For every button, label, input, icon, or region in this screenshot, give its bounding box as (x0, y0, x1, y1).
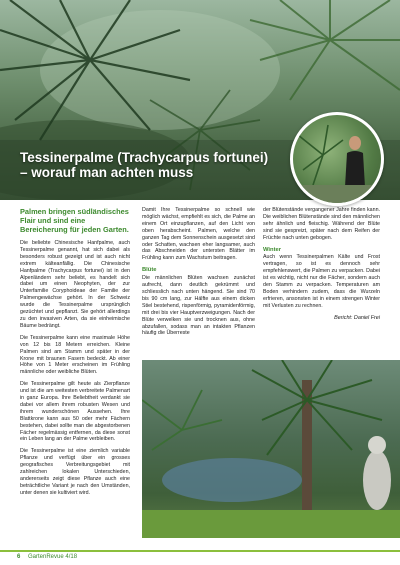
page-footer (0, 540, 400, 565)
inset-illustration (293, 115, 381, 203)
col1-paragraph-2: Die Tessinerpalme kann eine maximale Höhe von 12 bis 18 Metern erreichen. Kleine Palmen sind am Stamm und später in der Krone mit braunen Fasern bedeckt. Ab einer Höhe von 1 Meter erscheinen im Frühling männliche oder weibliche Blüten. (20, 334, 130, 376)
author-byline: Bericht: Daniel Frei (334, 314, 380, 321)
garden-illustration (142, 360, 400, 538)
col2-paragraph-2: Die männlichen Blüten wachsen zunächst aufrecht, dann deutlich gekrümmt und schliesslich nach unten hängend. Sie sind 70 bis 90 cm lang, zur Hälfte aus einem dicken Stiel bestehend, rispenförmig, pyramidenförmig, mit drei bis vier Hauptverzweigungen. Nach der Blüte verwelken sie und trocknen aus, ohne abzufallen, sodass man an intakten Pflanzen häufig die Überreste (142, 275, 255, 337)
col1-paragraph-1: Die beliebte Chinesische Hanfpalme, auch Tessinerpalme genannt, hat sich dabei als besonders robust gezeigt und ist auch nicht extrem kälteanfällig. Die Chinesische Hanfpalme (Trachycarpus fortunei) ist in den Alpenländern sehr beliebt, es handelt sich dabei um einen Neophyten, der zur Unterfamilie Coryphoideae der Familie der Palmengewächse gehört. In der Schweiz wurde die Tessinerpalme ursprünglich gezüchtet und gepflanzt. Sie gehört allerdings zu den invasiven Arten, da sie einheimische Bäume bedrängt. (20, 240, 130, 329)
article-title: Tessinerpalme (Trachycarpus fortunei) – worauf man achten muss (20, 150, 269, 180)
winter-heading: Winter (263, 246, 281, 253)
col3-paragraph-1: der Blütenstände vergangener Jahre finden kann. Die weiblichen Blütenstände sind den männlichen sehr ähnlich und fleischig. Während der Blüte sind sie gespreizt, später nach dem Reifen der Früchte nach unten gebogen. (263, 207, 380, 241)
article-column-1 (20, 207, 130, 502)
col2-paragraph-1: Damit Ihre Tessinerpalme so schnell wie möglich wächst, empfiehlt es sich, die Palme an einem Ort einzupflanzen, auf den Licht von oben herabscheint. Palmen, welche den ganzen Tag dem Sonnenschein ausgesetzt sind oder Schatten, wachsen eher langsamer, auch das Abschneiden der untersten Blätter im Frühling kann zum Wachstum beitragen. (142, 207, 255, 262)
garden-palm-pond-photo (142, 360, 400, 538)
page-number: 6 (17, 554, 21, 560)
article-column-3 (263, 207, 380, 322)
inset-woman-with-palm-photo (290, 112, 384, 206)
bluete-heading: Blüte (142, 267, 157, 274)
magazine-issue: GartenRevue 4/18 (28, 554, 78, 560)
col1-paragraph-3: Die Tessinerpalme gilt heute als Zierpflanze und ist die am weitesten verbreitete Palmenart in ganz Europa. Ihre Beliebtheit verdankt sie dabei vor allem ihrem robusten Wesen und ihrem wunderschönen Aussehen. Ihre Blattkrone kann aus 50 oder mehr Fächern bestehen, dabei sollte man die abgestorbenen Fächer regelmässig entfernen, da diese sonst ein Leben lang an der Palme verbleiben. (20, 381, 130, 443)
col3-paragraph-2: Auch wenn Tessinerpalmen Kälte und Frost vertragen, so ist es dennoch sehr empfehlenswert, die Palmen zu verpacken. Dabei ist es wichtig, nicht nur die Fächer, sondern auch den Stamm zu verpacken. Temperaturen am Boden verhindern zudem, dass die Wurzeln erfrieren, ansonsten ist in einem strengen Winter mit Verlusten zu rechnen. (263, 254, 380, 309)
article-lead: Palmen bringen südländisches Flair und sind eine Bereicherung für jeden Garten. (20, 207, 129, 234)
footer-rule (0, 550, 400, 552)
col1-paragraph-4: Die Tessinerpalme ist eine ziemlich variable Pflanze und verfügt über ein grosses geografisches Verbreitungsgebiet mit zahlreichen lokalen Unterschieden, andererseits zeigt diese Pflanze auch eine beträchtliche Variant je nach den Umständen, unter denen sie kultiviert wird. (20, 448, 130, 496)
article-column-2 (142, 207, 255, 342)
